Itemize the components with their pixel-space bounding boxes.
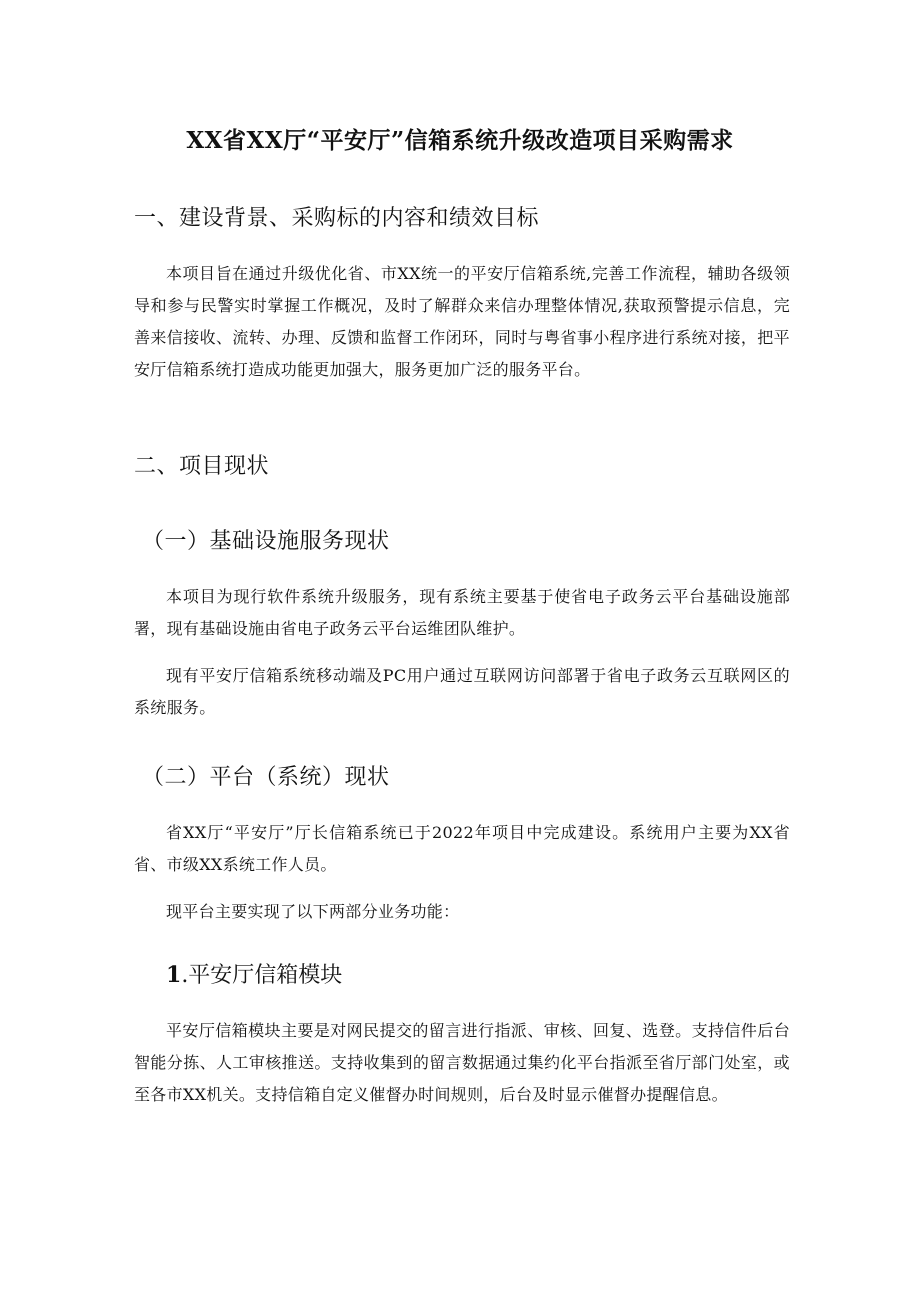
subsection-heading-infrastructure: （一）基础设施服务现状 [142,529,390,554]
section-heading-status: 二、项目现状 [134,454,270,479]
paragraph-platform-1: 省XX厅“平安厅”厅长信箱系统已于2022年项目中完成建设。系统用户主要为XX省省、市级XX系统工作人员。 [134,823,790,874]
paragraph-infrastructure-1: 本项目为现行软件系统升级服务，现有系统主要基于使省电子政务云平台基础设施部署，现有基础设施由省电子政务云平台运维团队维护。 [134,587,790,638]
paragraph-infrastructure-2: 现有平安厅信箱系统移动端及PC用户通过互联网访问部署于省电子政务云互联网区的系统服务。 [134,666,790,717]
item-heading-text: .平安厅信箱模块 [181,963,343,988]
item-number: 1 [166,962,182,988]
section-heading-background: 一、建设背景、采购标的内容和绩效目标 [134,206,540,231]
paragraph-platform-2: 现平台主要实现了以下两部分业务功能： [166,902,460,921]
subsection-heading-platform: （二）平台（系统）现状 [142,765,390,790]
paragraph-background: 本项目旨在通过升级优化省、市XX统一的平安厅信箱系统,完善工作流程，辅助各级领导和参与民警实时掌握工作概况，及时了解群众来信办理整体情况,获取预警提示信息，完善来信接收、流转、办理、反馈和监督工作闭环，同时与粤省事小程序进行系统对接，把平安厅信箱系统打造成功能更加强大，服务更加广泛的服务平台。 [134,264,790,379]
document-title: XX省XX厅“平安厅”信箱系统升级改造项目采购需求 [186,127,734,154]
item-heading-mailbox-module [166,958,342,989]
paragraph-mailbox-module: 平安厅信箱模块主要是对网民提交的留言进行指派、审核、回复、选登。支持信件后台智能分拣、人工审核推送。支持收集到的留言数据通过集约化平台指派至省厅部门处室，或至各市XX机关。支持信箱自定义催督办时间规则，后台及时显示催督办提醒信息。 [134,1021,790,1104]
